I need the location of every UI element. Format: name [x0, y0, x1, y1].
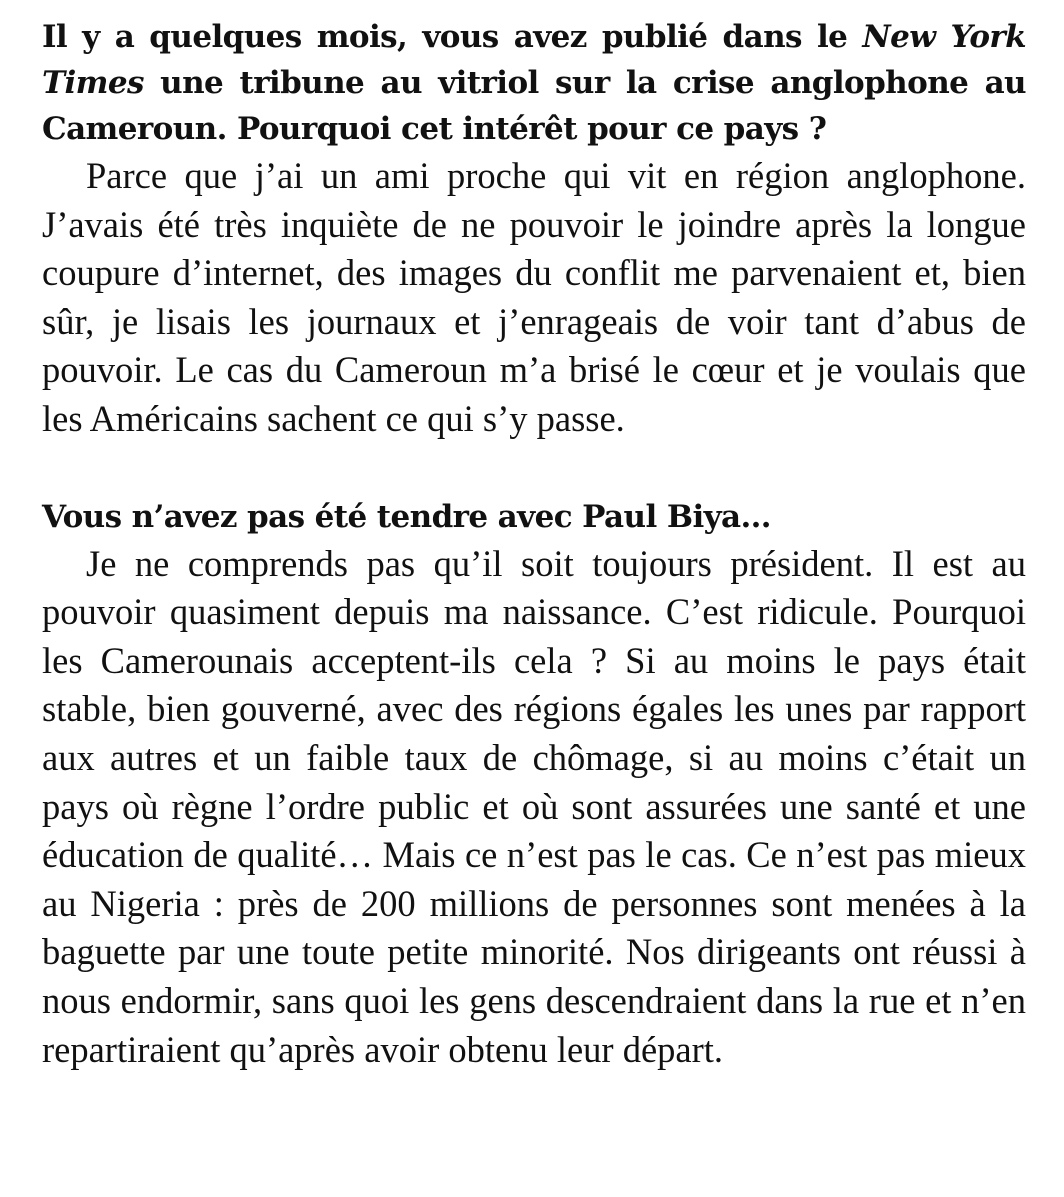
answer-2: Je ne comprends pas qu’il soit toujours président. Il est au pouvoir quasiment depuis ma naissance. C’est ridicule. Pourquoi les Camerounais acceptent-ils cela ? Si au moins le pays était stable, bien gouverné, avec des régions égales les unes par rapport aux autres et un faible taux de chômage, si au moins c’était un pays où règne l’ordre public et où sont assurées une santé et une éducation de qualité… Mais ce n’est pas le cas. Ce n’est pas mieux au Nigeria : près de 200 millions de personnes sont menées à la baguette par une toute petite minorité. Nos dirigeants ont réussi à nous endormir, sans quoi les gens descendraient dans la rue et n’en repartiraient qu’après avoir obtenu leur départ. [42, 542, 1026, 1070]
question-1-text-start: Il y a quelques mois, vous avez publié dans le [42, 19, 863, 55]
article-body [42, 14, 1026, 1074]
section-gap [42, 444, 1026, 494]
question-1-text-end: une tribune au vitriol sur la crise anglophone au Cameroun. Pourquoi cet intérêt pour ce pays ? [42, 65, 1026, 147]
question-2: Vous n’avez pas été tendre avec Paul Biya… [42, 498, 771, 535]
newspaper-title: New York Times [42, 19, 1027, 101]
answer-1: Parce que j’ai un ami proche qui vit en région anglophone. J’avais été très inquiète de ne pouvoir le joindre après la longue coupure d’internet, des images du conflit me parvenaient et, bien sûr, je lisais les journaux et j’enrageais de voir tant d’abus de pouvoir. Le cas du Cameroun m’a brisé le cœur et je voulais que les Américains sachent ce qui s’y passe. [42, 155, 1026, 439]
question-1 [42, 14, 1026, 152]
